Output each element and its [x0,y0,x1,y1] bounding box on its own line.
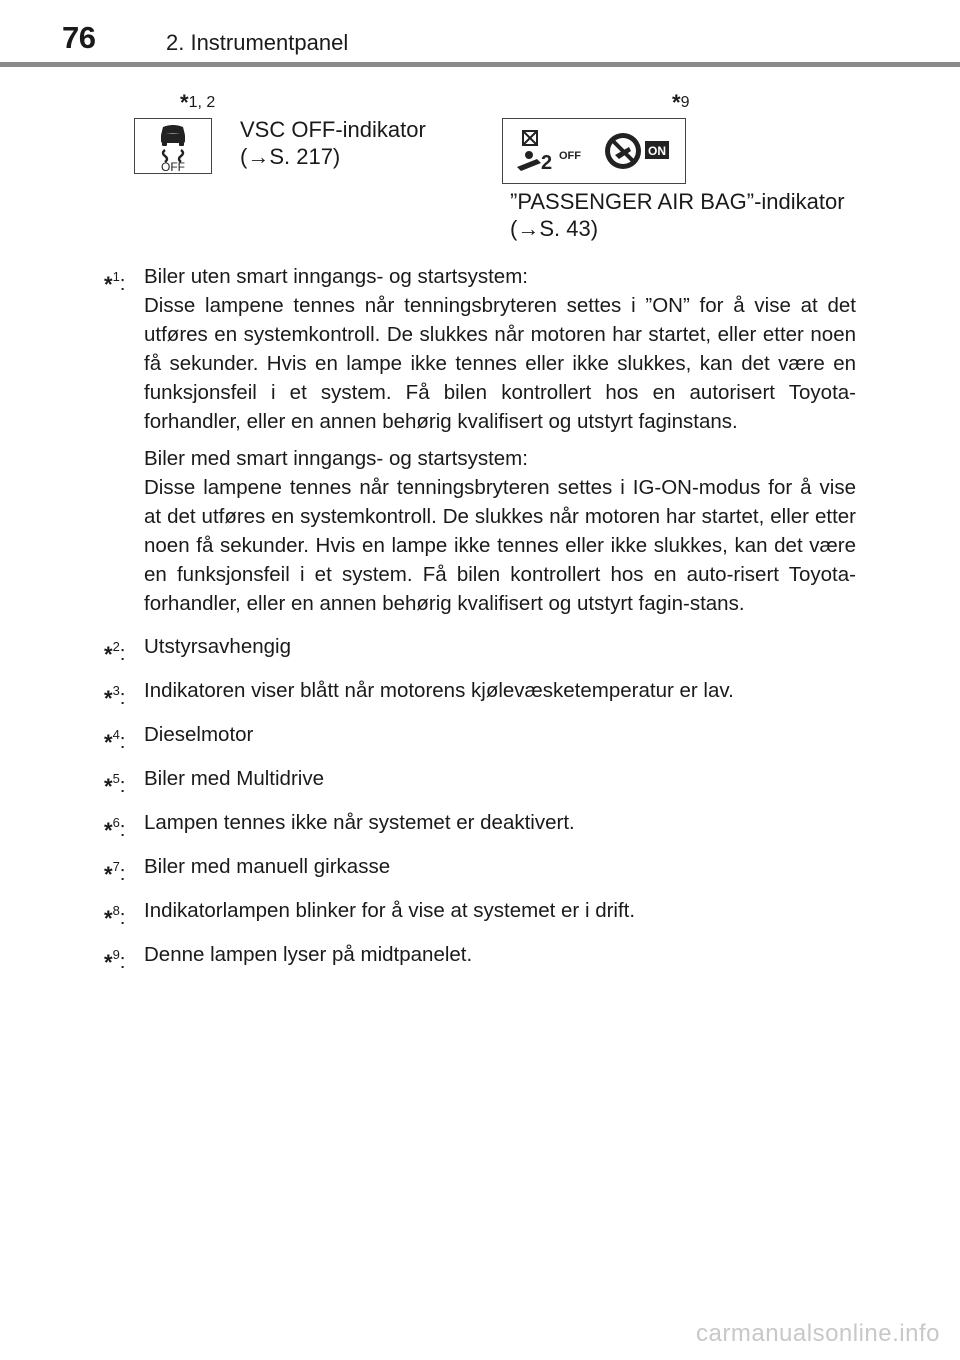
footnote-2: *$^2$: Utstyrsavhengig [104,632,856,668]
footnote-8: *$^8$: Indikatorlampen blinker for å vise at systemet er i drift. [104,896,856,932]
footnote-1-text-b: Disse lampene tennes når tenningsbryteren settes i IG-ON-modus for å vise at det utføres en systemkontroll. De slukkes når motoren har startet, eller etter noen få sekunder. Hvis en lampe ikke tennes eller ikke slukkes, kan det være en funksjonsfeil i et system. Få bilen kontrollert hos en auto-risert Toyota-forhandler, eller en annen behørig kvalifisert og utstyrt fagin-stans. [144,476,856,615]
vsc-off-icon-text: OFF [161,160,185,173]
svg-text:2: 2 [541,152,553,174]
footnote-7: *$^7$: Biler med manuell girkasse [104,852,856,888]
header-rule [0,62,960,67]
passenger-airbag-page-ref: (→S. 43) [510,216,599,241]
footnote-5-text: Biler med Multidrive [144,767,324,790]
footnote-5: *$^5$: Biler med Multidrive [104,764,856,800]
footnote-4: *$^4$: Dieselmotor [104,720,856,756]
page-header [0,0,960,68]
vsc-off-icon [135,119,211,173]
vsc-off-page-ref: (→S. 217) [240,144,341,169]
footnote-9: *$^9$: Denne lampen lyser på midtpanelet. [104,940,856,976]
footnote-7-text: Biler med manuell girkasse [144,855,391,878]
vsc-off-label-line1: VSC OFF-indikator [240,117,426,142]
passenger-airbag-label [510,188,845,242]
footnote-2-text: Utstyrsavhengig [144,635,291,658]
passenger-airbag-icon [503,119,685,183]
footnote-3: *$^3$: Indikatoren viser blått når motorens kjølevæsketemperatur er lav. [104,676,856,712]
footnote-mark-9: *9 [672,90,690,115]
watermark: carmanualsonline.info [696,1320,940,1347]
footnote-9-text: Denne lampen lyser på midtpanelet. [144,943,473,966]
airbag-off-text: OFF [559,150,581,162]
footnote-3-text: Indikatoren viser blått når motorens kjølevæsketemperatur er lav. [144,679,734,702]
vsc-off-label [240,116,426,170]
footnote-1-text-a: Disse lampene tennes når tenningsbryteren settes i ”ON” for å vise at det utføres en systemkontroll. De slukkes når motoren har startet, eller etter noen få sekunder. Hvis en lampe ikke tennes eller ikke slukkes, kan det være en funksjonsfeil i et system. Få bilen kontrollert hos en autorisert Toyota-forhandler, eller en annen behørig kvalifisert og utstyrt faginstans. [144,294,856,433]
chapter-title: 2. Instrumentpanel [166,30,349,55]
vsc-off-icon-box [134,118,212,174]
footnote-mark-1-2: *1, 2 [180,90,216,115]
airbag-on-text: ON [648,144,666,158]
footnote-4-text: Dieselmotor [144,723,254,746]
footnote-1-title-a: Biler uten smart inngangs- og startsystem: [144,265,528,288]
footnotes [104,262,856,984]
page-number: 76 [62,20,96,55]
footnote-1: *$^1$: Biler uten smart inngangs- og startsystem: Disse lampene tennes når tenningsbryteren settes i ”ON” for å vise at det utføres en systemkontroll. De slukkes når motoren har startet, eller etter noen få sekunder. Hvis en lampe ikke tennes eller ikke slukkes, kan det være en funksjonsfeil i et system. Få bilen kontrollert hos en autorisert Toyota-forhandler, eller en annen behørig kvalifisert og utstyrt faginstans. Biler med smart inngangs- og startsystem: Disse lampene tennes når tenningsbryteren settes i IG-ON-modus for å vise at det utføres en systemkontroll. De slukkes når motoren har startet, eller etter noen få sekunder. Hvis en lampe ikke tennes eller ikke slukkes, kan det være en funksjonsfeil i et system. Få bilen kontrollert hos en auto-risert Toyota-forhandler, eller en annen behørig kvalifisert og utstyrt fagin-stans. [104,262,856,624]
footnote-6: *$^6$: Lampen tennes ikke når systemet er deaktivert. [104,808,856,844]
footnote-6-text: Lampen tennes ikke når systemet er deaktivert. [144,811,575,834]
footnote-8-text: Indikatorlampen blinker for å vise at systemet er i drift. [144,899,636,922]
passenger-airbag-icon-box [502,118,686,184]
passenger-airbag-label-line1: ”PASSENGER AIR BAG”-indikator [510,189,845,214]
footnote-1-title-b: Biler med smart inngangs- og startsystem: [144,447,528,470]
